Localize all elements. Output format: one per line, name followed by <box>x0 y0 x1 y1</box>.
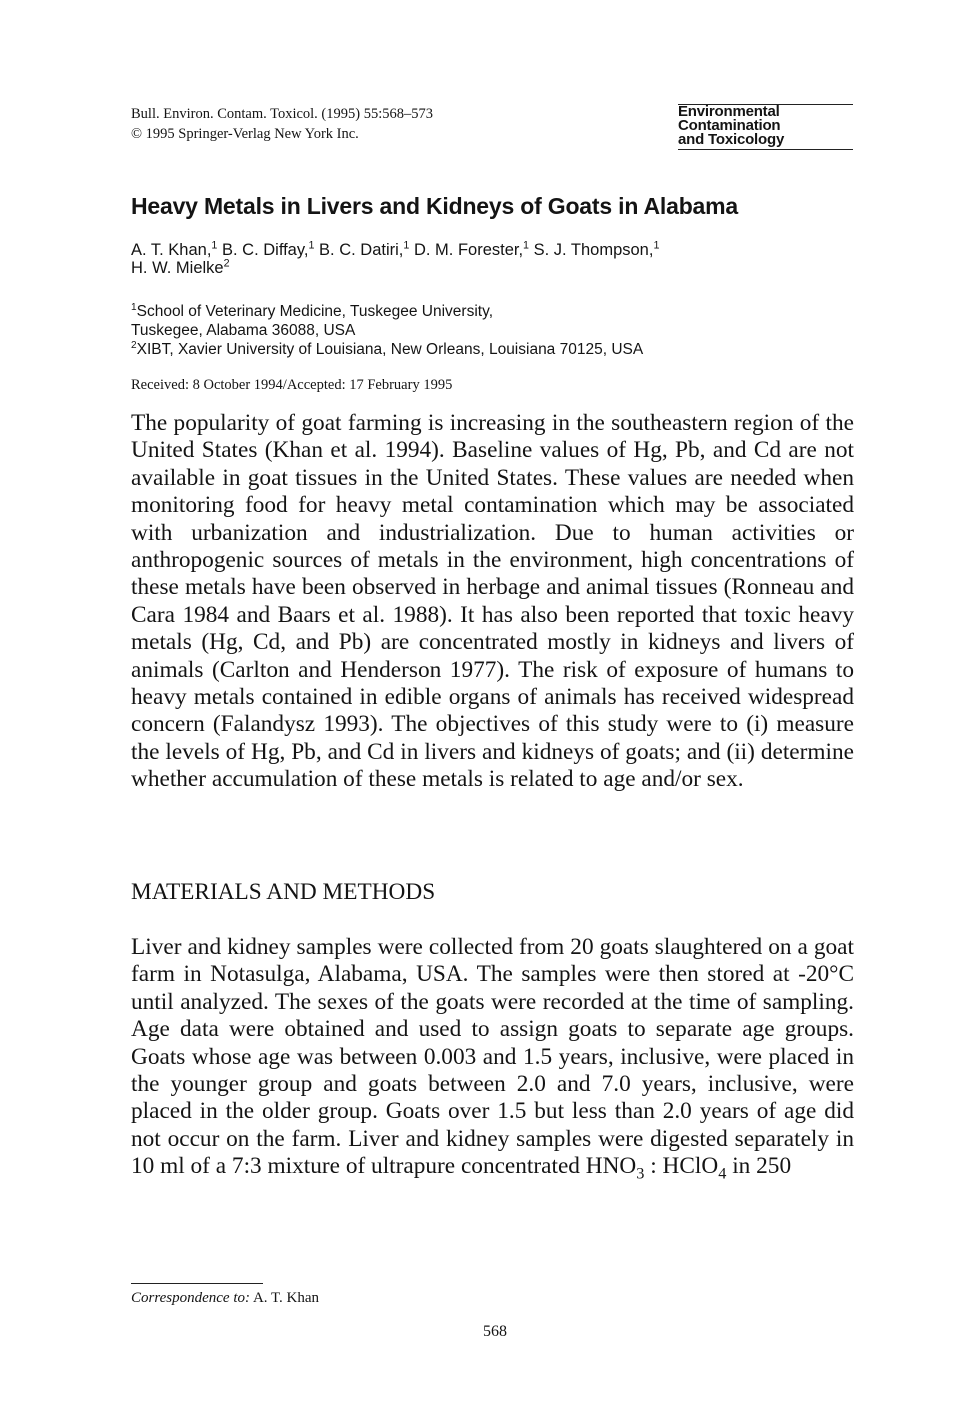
affiliations <box>131 302 643 359</box>
logo-bottom-rule <box>678 149 853 150</box>
intro-paragraph: The popularity of goat farming is increasing in the southeastern region of the United States (Khan et al. 1994). Baseline values of Hg, Pb, and Cd are not available in goat tissues in the United States. These values are needed when monitoring food for heavy metal contamination which may be associated with urbanization and industrialization. Due to human activities or anthropogenic sources of metals in the environment, high concentrations of these metals have been observed in herbage and animal tissues (Ronneau and Cara 1984 and Baars et al. 1988). It has also been reported that toxic heavy metals (Hg, Cd, and Pb) are concentrated mostly in kidneys and livers of animals (Carlton and Henderson 1977). The risk of exposure of humans to heavy metals contained in edible organs of animals has received widespread concern (Falandysz 1993). The objectives of this study were to (i) measure the levels of Hg, Pb, and Cd in livers and kidneys of goats; and (ii) determine whether accumulation of these metals is related to age and/or sex. <box>131 410 854 793</box>
journal-citation <box>131 104 433 144</box>
logo-line-2: Contamination <box>678 117 781 134</box>
author: S. J. Thompson, <box>529 241 654 259</box>
affiliation-mark: 1 <box>131 301 137 313</box>
author-line-1 <box>131 241 659 259</box>
affiliation-mark: 1 <box>403 239 410 252</box>
footnote-name: A. T. Khan <box>250 1290 320 1306</box>
logo-line-1: Environmental <box>678 103 780 120</box>
author-line-2 <box>131 259 659 277</box>
journal-logo <box>678 104 853 150</box>
author: B. C. Diffay, <box>217 241 309 259</box>
citation-line-1: Bull. Environ. Contam. Toxicol. (1995) 55:568–573 <box>131 106 433 122</box>
affiliation-mark: 1 <box>308 239 315 252</box>
affiliation-mark: 2 <box>223 257 230 270</box>
affiliation-mark: 1 <box>653 239 660 252</box>
affiliation-1-line-1: $^1$School of Veterinary Medicine, Tuskegee University, <box>131 301 493 320</box>
affiliation-mark: 2 <box>131 339 137 351</box>
affiliation-mark: 1 <box>211 239 218 252</box>
methods-text: Liver and kidney samples were collected from 20 goats slaughtered on a goat farm in Notasulga, Alabama, USA. The samples were then stored at -20°C until analyzed. The sexes of the goats were recorded at the time of sampling. Age data were obtained and used to assign goats to separate age groups. Goats whose age was between 0.003 and 1.5 years, inclusive, were placed in the younger group and goats between 2.0 and 7.0 years, inclusive, were placed in the older group. Goats over 1.5 but less than 2.0 years of age did not occur on the farm. Liver and kidney samples were digested separately in 10 ml of a 7:3 mixture of ultrapure concentrated <box>131 934 854 1180</box>
methods-paragraph <box>131 934 854 1181</box>
correspondence-footnote <box>131 1290 319 1307</box>
author-list <box>131 241 659 277</box>
affiliation-mark: 1 <box>523 239 530 252</box>
chemical-formula: $HNO_3$ : HClO$_4$ <box>585 1153 727 1183</box>
author: H. W. Mielke <box>131 259 224 277</box>
affiliation-1-line-2: Tuskegee, Alabama 36088, USA <box>131 322 356 339</box>
author: D. M. Forester, <box>409 241 524 259</box>
footnote-rule <box>131 1283 263 1284</box>
paper-title: Heavy Metals in Livers and Kidneys of Goats in Alabama <box>131 193 738 219</box>
footnote-label: Correspondence to: <box>131 1290 251 1306</box>
citation-line-2: © 1995 Springer-Verlag New York Inc. <box>131 126 359 142</box>
author: B. C. Datiri, <box>314 241 404 259</box>
affiliation-2: $^2$XIBT, Xavier University of Louisiana, New Orleans, Louisiana 70125, USA <box>131 339 644 358</box>
logo-line-3: and Toxicology <box>678 131 785 148</box>
methods-text-tail: in 250 <box>726 1153 792 1180</box>
author: A. T. Khan, <box>131 241 212 259</box>
page-number: 568 <box>483 1323 507 1340</box>
section-heading: MATERIALS AND METHODS <box>131 879 436 905</box>
received-dates: Received: 8 October 1994/Accepted: 17 February 1995 <box>131 377 453 393</box>
